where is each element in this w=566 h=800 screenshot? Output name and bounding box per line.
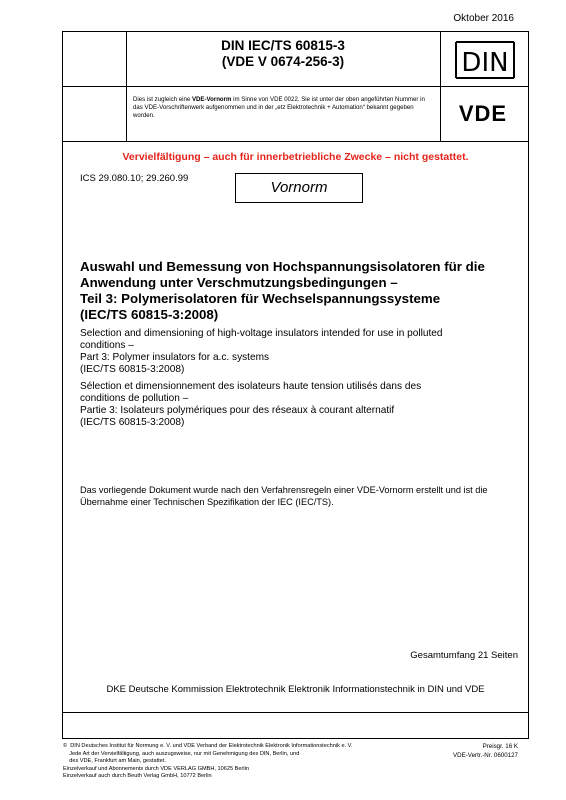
title-en-line: Selection and dimensioning of high-voltage insulators intended for use in polluted <box>80 328 443 339</box>
din-logo-text: DIN <box>461 48 509 78</box>
price-info <box>453 743 518 760</box>
title-en-line: (IEC/TS 60815-3:2008) <box>80 364 185 375</box>
footer-line: Jede Art der Vervielfältigung, auch auszugsweise, nur mit Genehmigung des DIN, Berlin, und <box>63 750 300 757</box>
ics-codes: ICS 29.080.10; 29.260.99 <box>80 173 189 184</box>
vde-logo-text: VDE <box>458 101 508 125</box>
notice-bold: VDE-Vornorm <box>191 96 232 103</box>
standard-number-vde: (VDE V 0674-256-3) <box>221 54 345 69</box>
copy-warning: Vervielfältigung – auch für innerbetriebliche Zwecke – nicht gestattet. <box>122 151 469 163</box>
notice-divider <box>62 141 529 142</box>
dke-line: DKE Deutsche Kommission Elektrotechnik Elektronik Informationstechnik in DIN und VDE <box>106 684 485 695</box>
vde-order-number: VDE-Vertr.-Nr. 0600127 <box>453 751 518 759</box>
footer-line: Einzelverkauf auch durch Beuth Verlag GmbH, 10772 Berlin <box>63 773 212 779</box>
total-pages: Gesamtumfang 21 Seiten <box>410 650 518 661</box>
vornorm-label: Vornorm <box>235 173 363 203</box>
header-divider <box>62 86 529 87</box>
price-group: Preisgr. 16 K <box>482 743 518 750</box>
title-en-line: conditions – <box>80 340 134 351</box>
title-fr-line: Sélection et dimensionnement des isolateurs haute tension utilisés dans des <box>80 381 422 392</box>
document-description <box>80 484 520 508</box>
footer-line: des VDE, Frankfurt am Main, gestattet. <box>63 758 166 764</box>
vde-logo <box>447 101 519 125</box>
title-fr-line: (IEC/TS 60815-3:2008) <box>80 417 185 428</box>
din-logo <box>454 40 516 80</box>
standard-number-din: DIN IEC/TS 60815-3 <box>221 38 345 53</box>
title-en-line: Part 3: Polymer insulators for a.c. systems <box>80 352 270 363</box>
footer-divider <box>62 712 529 713</box>
notice-prefix: Dies ist zugleich eine <box>133 96 192 103</box>
standard-number <box>126 38 440 70</box>
title-de-line: (IEC/TS 60815-3:2008) <box>80 307 219 322</box>
title-fr-line: Partie 3: Isolateurs polymériques pour des réseaux à courant alternatif <box>80 405 395 416</box>
title-french <box>80 381 520 429</box>
title-german <box>80 259 520 323</box>
footer-line: © DIN Deutsches Institut für Normung e. V. und VDE Verband der Elektrotechnik Elektronik Informationstechnik e. V. <box>63 743 353 749</box>
title-de-line: Anwendung unter Verschmutzungsbedingungen – <box>80 275 398 290</box>
description-line: Übernahme einer Technischen Spezifikation der IEC (IEC/TS). <box>80 497 334 507</box>
title-english <box>80 328 520 376</box>
copyright-footer <box>63 743 443 781</box>
vde-notice <box>133 96 433 120</box>
right-column-divider <box>440 31 441 141</box>
notice-rest: im Sinne von VDE 0022. Sie ist unter der oben angeführten Nummer in das VDE-Vorschriftenwerk aufgenommen und in der „etz Elektrotechnik + Automation“ bekannt gegeben worden. <box>133 96 425 119</box>
footer-line: Einzelverkauf und Abonnements durch VDE VERLAG GMBH, 10625 Berlin <box>63 765 249 772</box>
title-de-line: Teil 3: Polymerisolatoren für Wechselspannungssysteme <box>80 291 441 306</box>
title-de-line: Auswahl und Bemessung von Hochspannungsisolatoren für die <box>80 259 485 274</box>
title-fr-line: conditions de pollution – <box>80 393 189 404</box>
description-line: Das vorliegende Dokument wurde nach den Verfahrensregeln einer VDE-Vornorm erstellt und ist die <box>80 485 488 495</box>
issue-date: Oktober 2016 <box>453 13 514 24</box>
